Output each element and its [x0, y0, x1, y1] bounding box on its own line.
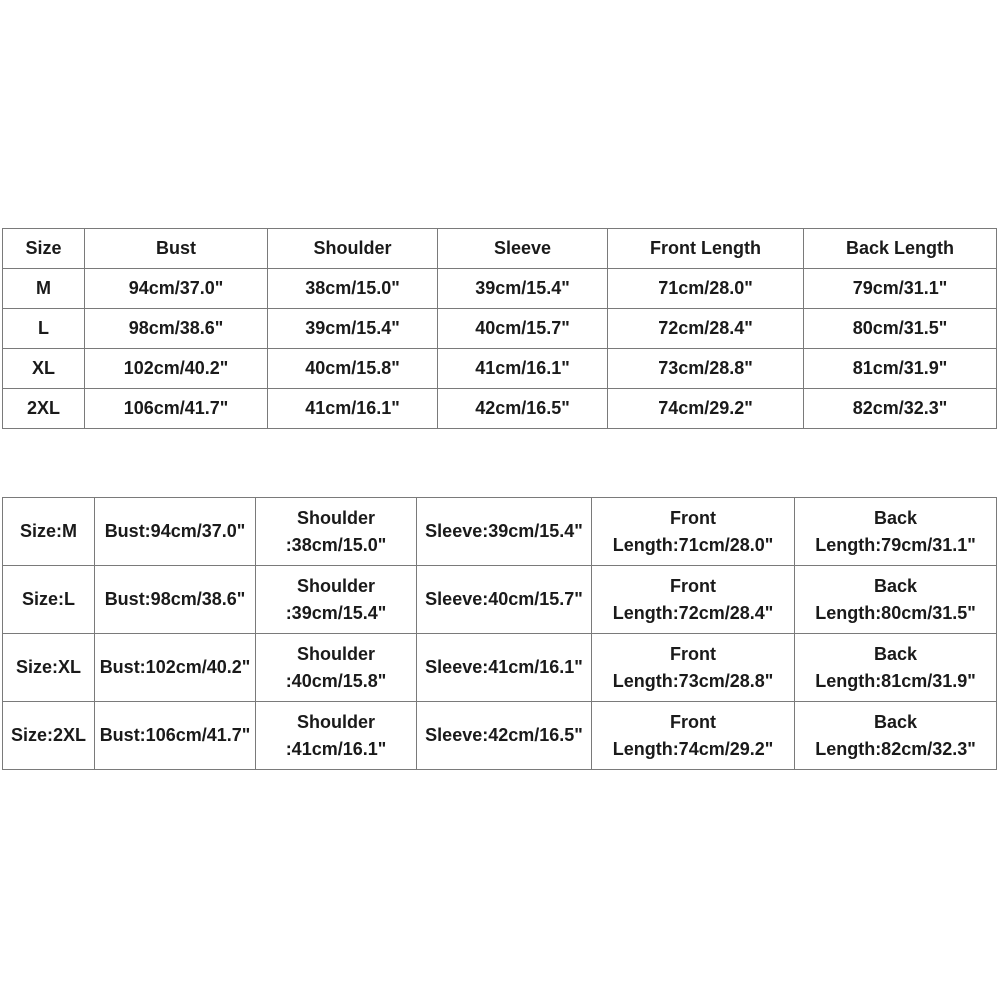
cell-back-length: 80cm/31.5"	[804, 309, 997, 349]
cell-front-label: Front	[670, 643, 716, 664]
cell-size: Size:M	[3, 498, 95, 566]
cell-size: XL	[3, 349, 85, 389]
cell-shoulder-label: Shoulder	[296, 643, 375, 664]
cell-back-length	[795, 498, 997, 566]
cell-back-label: Back	[873, 507, 918, 528]
cell-sleeve: Sleeve:39cm/15.4"	[417, 498, 592, 566]
table-row	[3, 269, 997, 309]
table-row	[3, 702, 997, 770]
cell-shoulder-value: :40cm/15.8"	[285, 670, 387, 691]
cell-front-label: Front	[670, 711, 716, 732]
cell-bust: 94cm/37.0"	[85, 269, 268, 309]
cell-sleeve: 41cm/16.1"	[438, 349, 608, 389]
cell-sleeve: Sleeve:42cm/16.5"	[417, 702, 592, 770]
cell-back-value: Length:81cm/31.9"	[815, 670, 976, 691]
cell-bust: 102cm/40.2"	[85, 349, 268, 389]
cell-shoulder-value: :41cm/16.1"	[285, 738, 387, 759]
header-cell-front-length: Front Length	[608, 229, 804, 269]
cell-sleeve: 39cm/15.4"	[438, 269, 608, 309]
cell-shoulder-label: Shoulder	[296, 575, 375, 596]
cell-shoulder: 41cm/16.1"	[268, 389, 438, 429]
cell-front-length	[592, 634, 795, 702]
cell-front-length	[592, 566, 795, 634]
cell-front-label: Front	[670, 507, 716, 528]
cell-front-length	[592, 498, 795, 566]
cell-bust: Bust:106cm/41.7"	[95, 702, 256, 770]
header-cell-bust: Bust	[85, 229, 268, 269]
cell-size: Size:L	[3, 566, 95, 634]
cell-back-label: Back	[873, 575, 918, 596]
cell-back-value: Length:80cm/31.5"	[815, 602, 976, 623]
cell-back-label: Back	[873, 643, 918, 664]
header-cell-sleeve: Sleeve	[438, 229, 608, 269]
cell-sleeve: 42cm/16.5"	[438, 389, 608, 429]
cell-bust: 98cm/38.6"	[85, 309, 268, 349]
table-row	[3, 498, 997, 566]
cell-sleeve: Sleeve:41cm/16.1"	[417, 634, 592, 702]
cell-front-length	[592, 702, 795, 770]
cell-shoulder	[256, 566, 417, 634]
cell-size: Size:2XL	[3, 702, 95, 770]
cell-back-value: Length:82cm/32.3"	[815, 738, 976, 759]
cell-bust: Bust:94cm/37.0"	[95, 498, 256, 566]
cell-back-value: Length:79cm/31.1"	[815, 534, 976, 555]
table-row	[3, 309, 997, 349]
size-chart-table-simple	[2, 228, 997, 429]
cell-front-label: Front	[670, 575, 716, 596]
cell-shoulder	[256, 498, 417, 566]
cell-shoulder: 40cm/15.8"	[268, 349, 438, 389]
cell-shoulder-label: Shoulder	[296, 507, 375, 528]
cell-shoulder	[256, 702, 417, 770]
cell-shoulder-value: :38cm/15.0"	[285, 534, 387, 555]
header-cell-back-length: Back Length	[804, 229, 997, 269]
table-header-row	[3, 229, 997, 269]
table-row	[3, 566, 997, 634]
cell-front-value: Length:72cm/28.4"	[612, 602, 774, 623]
cell-size: M	[3, 269, 85, 309]
table-row	[3, 634, 997, 702]
cell-bust: Bust:98cm/38.6"	[95, 566, 256, 634]
cell-shoulder: 38cm/15.0"	[268, 269, 438, 309]
cell-sleeve: 40cm/15.7"	[438, 309, 608, 349]
cell-front-length: 71cm/28.0"	[608, 269, 804, 309]
cell-back-length	[795, 634, 997, 702]
size-chart-table-labelled	[2, 497, 997, 770]
cell-front-length: 74cm/29.2"	[608, 389, 804, 429]
cell-bust: Bust:102cm/40.2"	[95, 634, 256, 702]
cell-shoulder-label: Shoulder	[296, 711, 375, 732]
cell-back-length: 81cm/31.9"	[804, 349, 997, 389]
header-cell-shoulder: Shoulder	[268, 229, 438, 269]
cell-back-length	[795, 702, 997, 770]
cell-shoulder-value: :39cm/15.4"	[285, 602, 387, 623]
cell-back-length: 82cm/32.3"	[804, 389, 997, 429]
cell-front-length: 73cm/28.8"	[608, 349, 804, 389]
cell-shoulder: 39cm/15.4"	[268, 309, 438, 349]
table-row	[3, 389, 997, 429]
cell-front-value: Length:73cm/28.8"	[612, 670, 774, 691]
cell-front-value: Length:74cm/29.2"	[612, 738, 774, 759]
cell-front-value: Length:71cm/28.0"	[612, 534, 774, 555]
cell-size: L	[3, 309, 85, 349]
header-cell-size: Size	[3, 229, 85, 269]
cell-back-length	[795, 566, 997, 634]
cell-back-label: Back	[873, 711, 918, 732]
cell-back-length: 79cm/31.1"	[804, 269, 997, 309]
cell-sleeve: Sleeve:40cm/15.7"	[417, 566, 592, 634]
cell-front-length: 72cm/28.4"	[608, 309, 804, 349]
cell-bust: 106cm/41.7"	[85, 389, 268, 429]
cell-size: Size:XL	[3, 634, 95, 702]
cell-shoulder	[256, 634, 417, 702]
cell-size: 2XL	[3, 389, 85, 429]
table-row	[3, 349, 997, 389]
